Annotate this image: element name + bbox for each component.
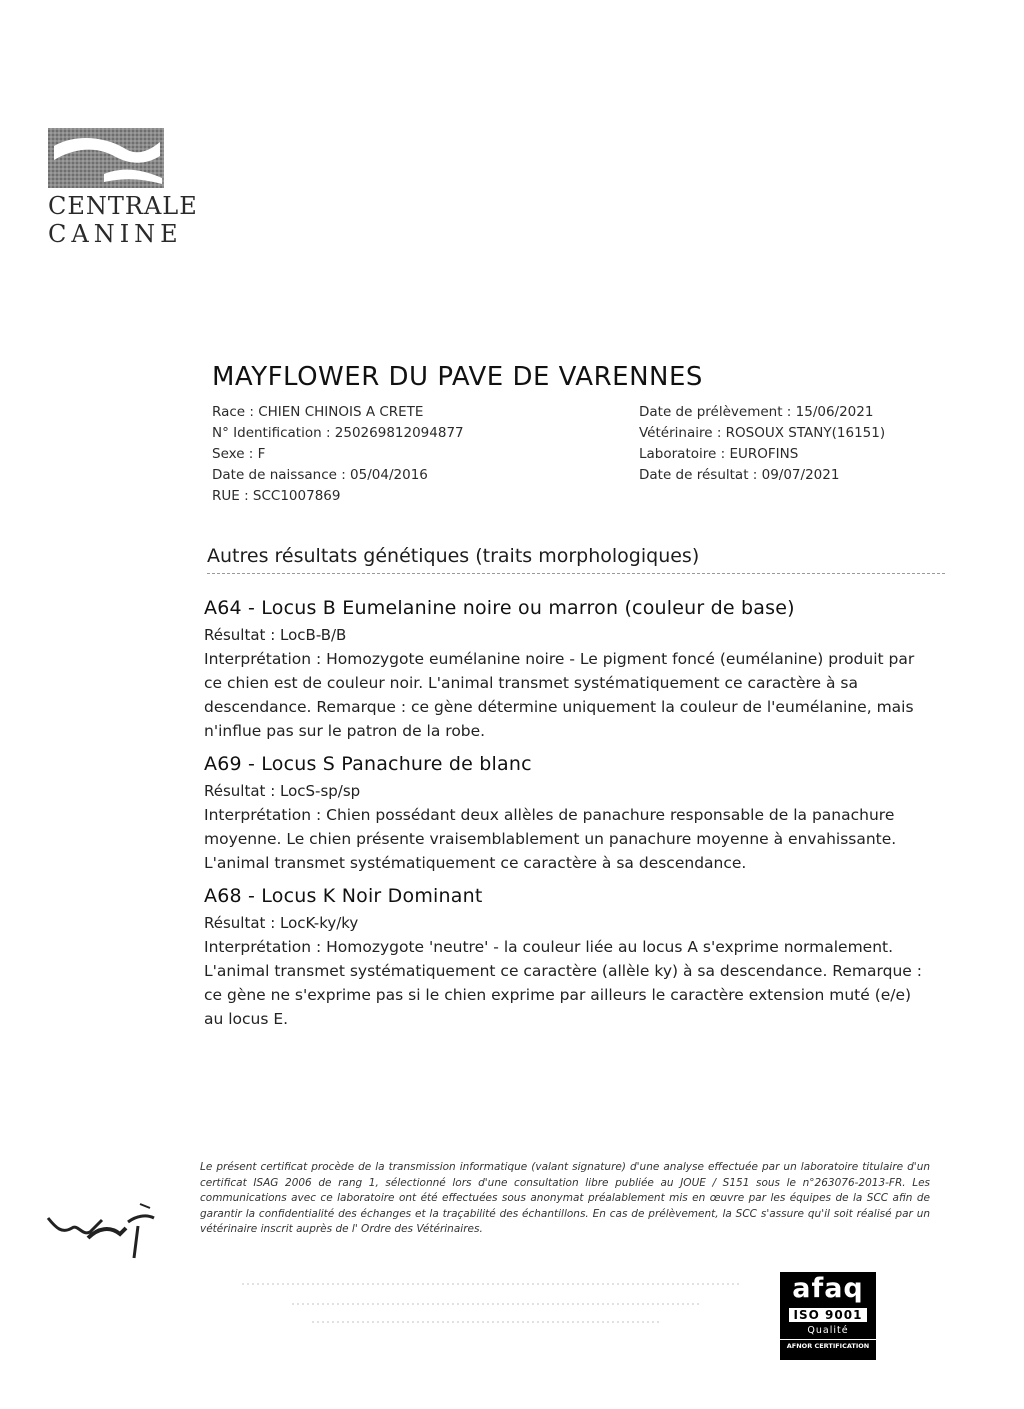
result-interpretation: Interprétation : Chien possédant deux allèles de panachure responsable de la panachure moyenne. Le chien présente vraisemblablement un panachure moyenne à envahissante. L'animal transmet systématiquement ce caractère à sa descendance. [204,806,897,872]
section-title: Autres résultats génétiques (traits morphologiques) [207,545,700,567]
logo-text-canine: CANINE [48,220,183,248]
iso-label: ISO 9001 [789,1308,868,1322]
centrale-canine-logo [44,126,198,248]
afaq-brand: afaq [792,1273,864,1304]
result-item [204,753,924,875]
result-title: A69 - Locus S Panachure de blanc [204,753,532,775]
result-value: Résultat : LocB-B/B [204,626,347,644]
quality-label: Qualité [807,1325,849,1336]
dog-info [212,402,464,507]
sample-info [639,402,885,486]
rue-number: RUE : SCC1007869 [212,488,341,504]
result-interpretation: Interprétation : Homozygote 'neutre' - la couleur liée au locus A s'exprime normalement. L'animal transmet systématiquement ce caractère (allèle ky) à sa descendance. Remarque : ce gène ne s'exprime pas si le chien exprime par ailleurs le caractère extension muté (e/e) au locus E. [204,938,922,1028]
legal-disclaimer: Le présent certificat procède de la transmission informatique (valant signature) d'une analyse effectuée par un laboratoire titulaire d'un certificat ISAG 2006 de rang 1, sélectionné lors d'une consultation libre publiée au JOUE / S151 sous le n°263076-2013-FR. Les communications avec ce laboratoire ont été effectuées sous anonymat préalablement mis en œuvre par les équipes de la SCC afin de garantir la confidentialité des échanges et la traçabilité des échantillons. En cas de prélèvement, la SCC s'assure qu'il soit réalisé par un vétérinaire inscrit auprès de l' Ordre des Vétérinaires. [200,1161,930,1235]
result-title: A64 - Locus B Eumelanine noire ou marron (couleur de base) [204,597,795,619]
logo-text-centrale: CENTRALE [48,192,198,220]
dog-name: MAYFLOWER DU PAVE DE VARENNES [212,362,703,392]
result-value: Résultat : LocK-ky/ky [204,914,359,932]
section-divider [207,573,945,574]
results-list [204,597,924,1041]
result-value: Résultat : LocS-sp/sp [204,782,361,800]
sex: Sexe : F [212,446,266,462]
laboratory: Laboratoire : EUROFINS [639,446,799,462]
birth-date: Date de naissance : 05/04/2016 [212,467,428,483]
dog-silhouette-icon [44,126,168,192]
signature-scribble-icon [42,1198,162,1262]
result-date: Date de résultat : 09/07/2021 [639,467,840,483]
identification-number: N° Identification : 250269812094877 [212,425,464,441]
afaq-iso-badge [780,1272,876,1360]
result-item [204,597,924,743]
result-title: A68 - Locus K Noir Dominant [204,885,483,907]
breed: Race : CHIEN CHINOIS A CRETE [212,404,424,420]
result-interpretation: Interprétation : Homozygote eumélanine noire - Le pigment foncé (eumélanine) produit par ce chien est de couleur noir. L'animal transmet systématiquement ce caractère à sa descendance. Remarque : ce gène détermine uniquement la couleur de l'eumélanine, mais n'influe pas sur le patron de la robe. [204,650,915,740]
sample-date: Date de prélèvement : 15/06/2021 [639,404,874,420]
result-item [204,885,924,1031]
faded-stamp-text [232,1276,752,1336]
afnor-certification-label: AFNOR CERTIFICATION [780,1339,876,1352]
veterinarian: Vétérinaire : ROSOUX STANY(16151) [639,425,886,441]
